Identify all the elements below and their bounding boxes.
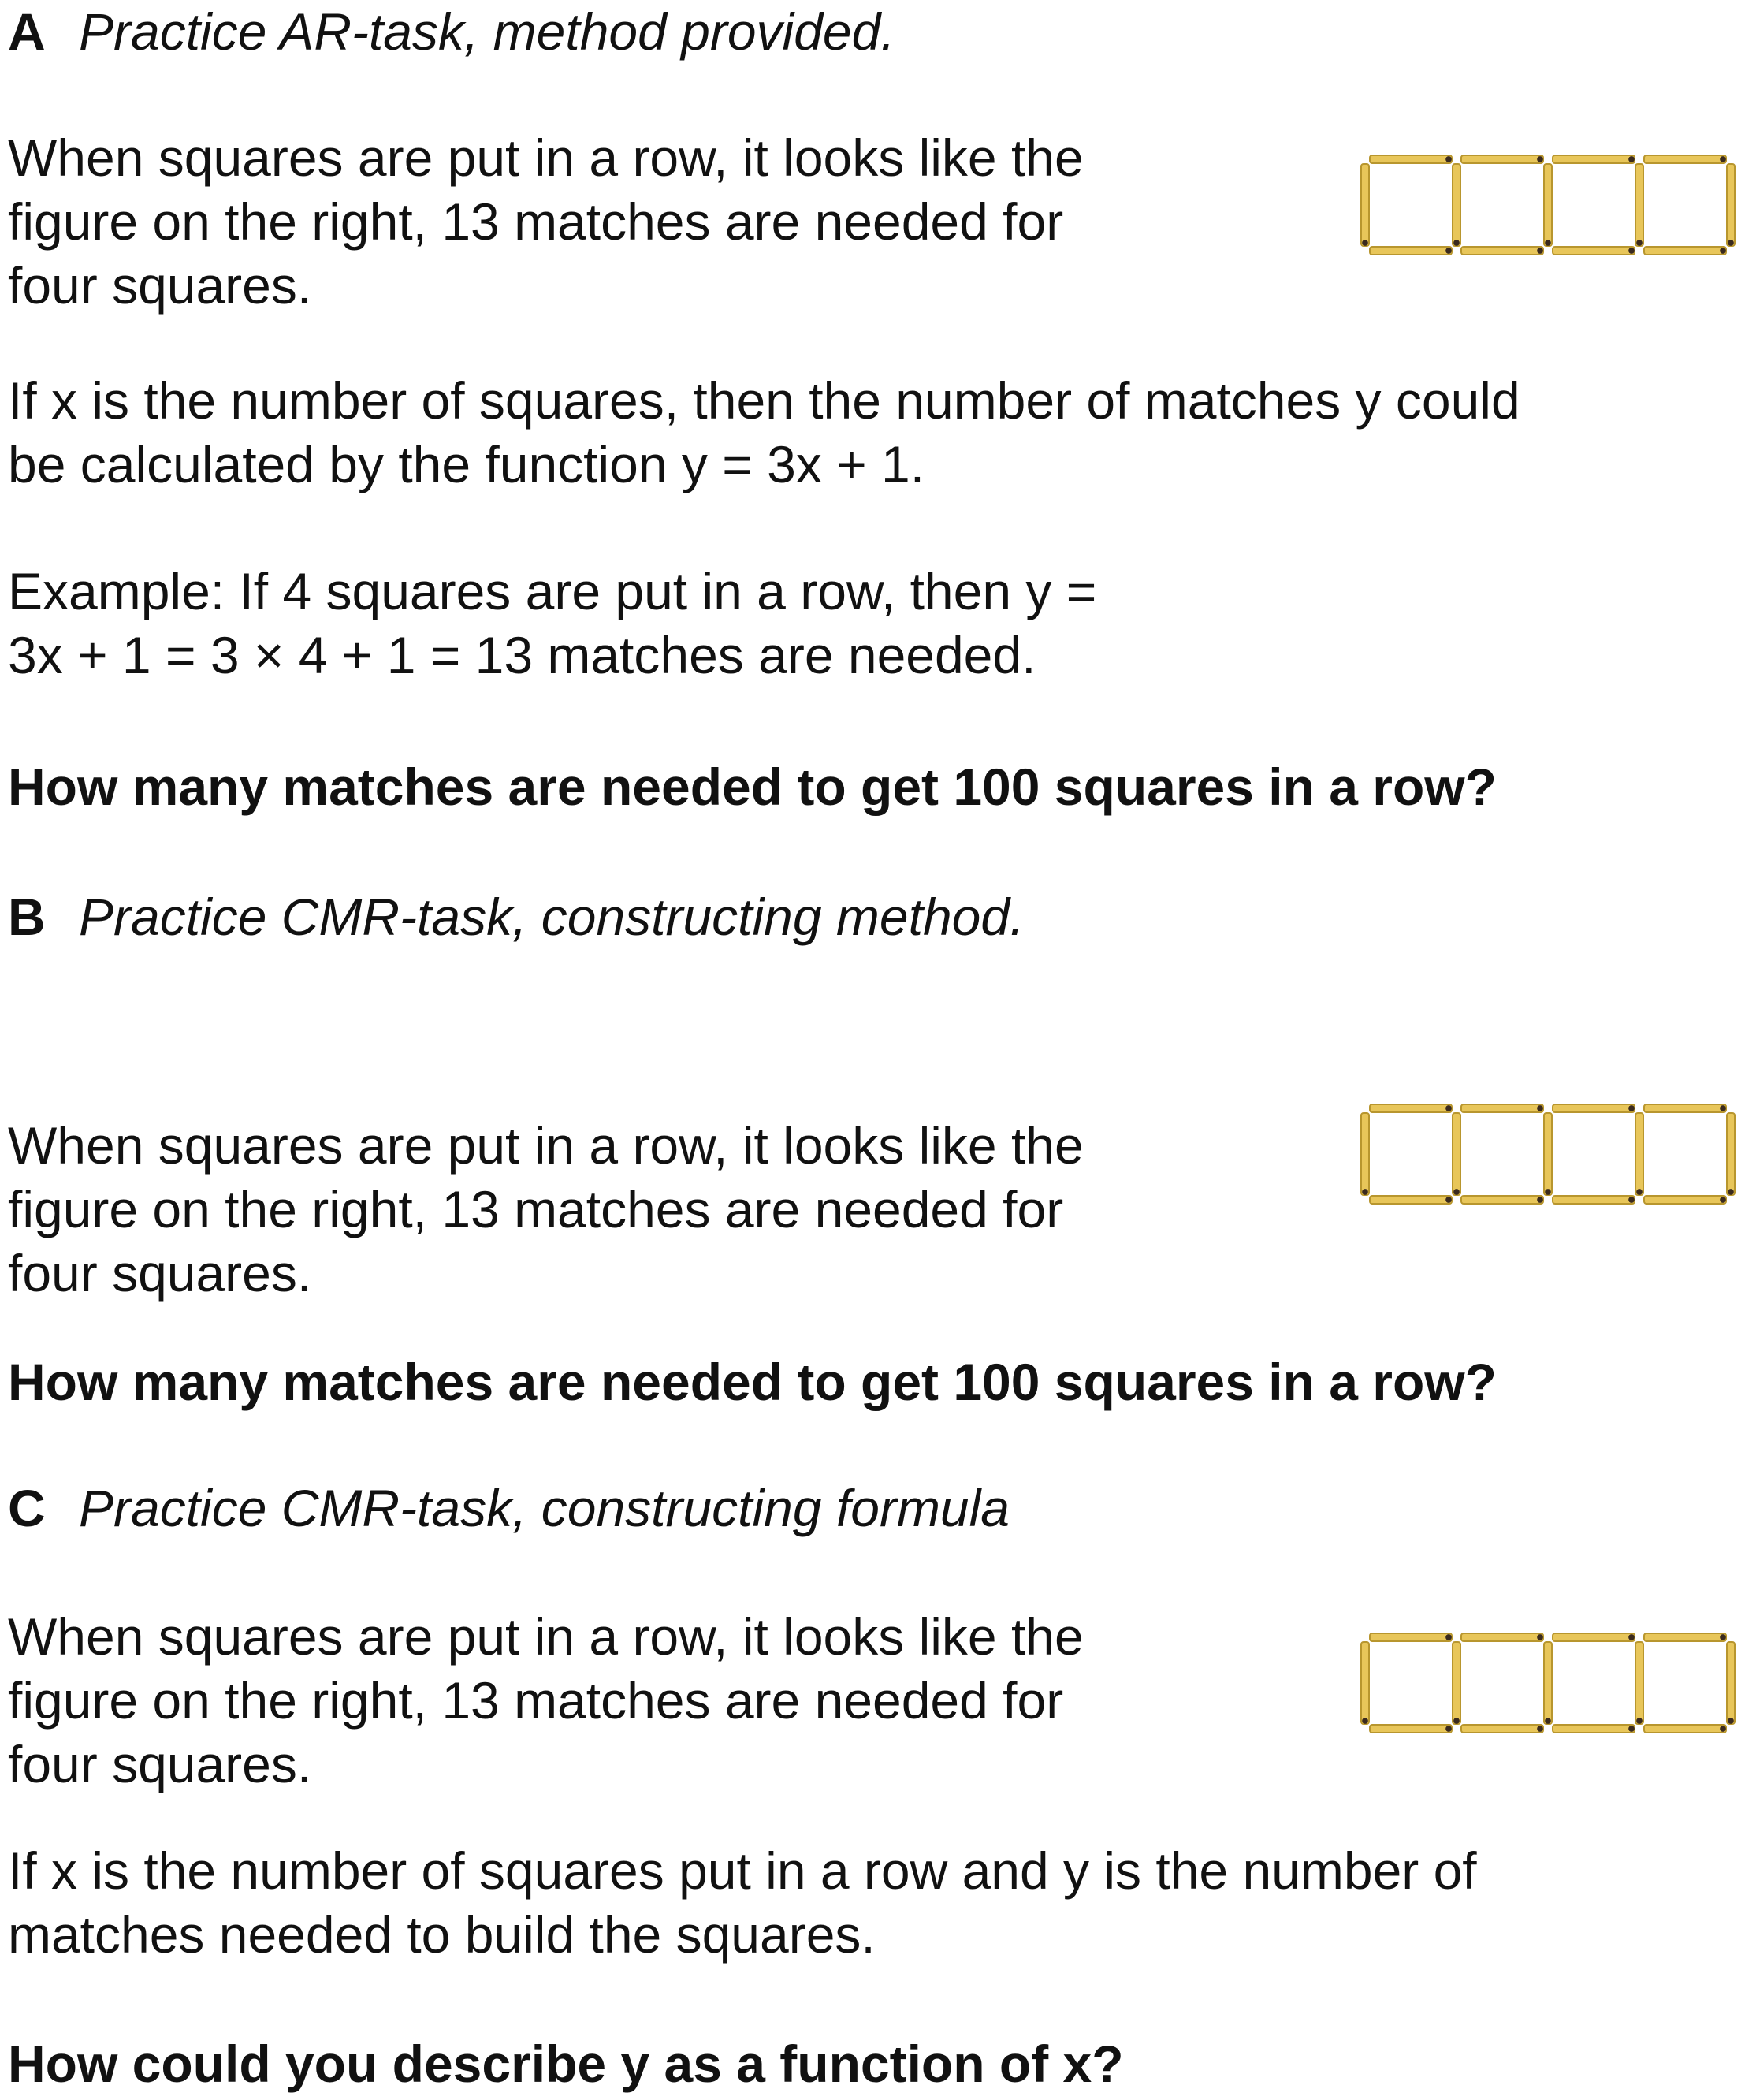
matchstick	[1544, 164, 1552, 246]
function-line: If x is the number of squares, then the number of matches y could	[8, 371, 1520, 430]
intro-line: four squares.	[8, 1735, 312, 1793]
function-line: be calculated by the function y = 3x + 1.	[8, 435, 925, 493]
matchstick	[1370, 1104, 1452, 1112]
matchstick	[1461, 1196, 1543, 1204]
matchstick	[1644, 247, 1726, 255]
section-a-function	[8, 369, 1520, 497]
matchstick	[1453, 164, 1460, 246]
section-b-header	[8, 885, 1024, 949]
matchstick	[1644, 155, 1726, 163]
section-letter: A	[8, 2, 46, 61]
intro-line: figure on the right, 13 matches are needed for	[8, 1671, 1064, 1730]
matchstick-figure	[1354, 1097, 1740, 1208]
matchstick	[1644, 1196, 1726, 1204]
section-c-question: How could you describe y as a function of x?	[8, 2035, 1124, 2093]
matchstick	[1370, 247, 1452, 255]
matchstick-figure	[1354, 148, 1740, 259]
matchstick	[1553, 1196, 1635, 1204]
matchstick	[1553, 1725, 1635, 1733]
intro-line: figure on the right, 13 matches are needed for	[8, 1180, 1064, 1238]
example-line: 3x + 1 = 3 × 4 + 1 = 13 matches are needed.	[8, 626, 1036, 684]
matchstick	[1370, 1725, 1452, 1733]
section-b-intro	[8, 1114, 1084, 1305]
section-a-question: How many matches are needed to get 100 squares in a row?	[8, 758, 1497, 816]
matchstick	[1727, 1642, 1735, 1724]
matchstick	[1553, 1633, 1635, 1641]
section-a-intro	[8, 126, 1084, 318]
matchstick	[1461, 1633, 1543, 1641]
matchstick	[1635, 1642, 1643, 1724]
section-title: Practice AR-task, method provided.	[79, 2, 895, 61]
section-c-definition	[8, 1839, 1477, 1967]
matchstick	[1461, 1104, 1543, 1112]
section-title: Practice CMR-task, constructing method.	[79, 888, 1025, 946]
matchstick	[1453, 1113, 1460, 1195]
matchstick	[1461, 1725, 1543, 1733]
definition-line: matches needed to build the squares.	[8, 1905, 876, 1964]
section-c-intro	[8, 1605, 1084, 1797]
matchstick	[1361, 1642, 1369, 1724]
intro-line: four squares.	[8, 256, 312, 315]
matchstick	[1461, 247, 1543, 255]
example-line: Example: If 4 squares are put in a row, then y =	[8, 562, 1097, 620]
matchstick	[1644, 1633, 1726, 1641]
section-c-header	[8, 1476, 1010, 1540]
definition-line: If x is the number of squares put in a row and y is the number of	[8, 1841, 1477, 1900]
matchstick	[1370, 1196, 1452, 1204]
matchstick	[1727, 164, 1735, 246]
matchstick-figure	[1354, 1626, 1740, 1737]
section-a-header	[8, 0, 895, 64]
intro-line: four squares.	[8, 1244, 312, 1302]
matchstick	[1361, 1113, 1369, 1195]
matchstick	[1361, 164, 1369, 246]
intro-line: When squares are put in a row, it looks like the	[8, 128, 1084, 187]
matchstick	[1370, 1633, 1452, 1641]
matchstick	[1635, 164, 1643, 246]
section-letter: B	[8, 888, 46, 946]
matchstick	[1553, 247, 1635, 255]
matchstick	[1644, 1104, 1726, 1112]
matchstick	[1553, 1104, 1635, 1112]
matchstick	[1453, 1642, 1460, 1724]
section-letter: C	[8, 1479, 46, 1537]
intro-line: figure on the right, 13 matches are needed for	[8, 192, 1064, 251]
matchstick	[1370, 155, 1452, 163]
matchstick	[1635, 1113, 1643, 1195]
intro-line: When squares are put in a row, it looks like the	[8, 1116, 1084, 1175]
section-a-example	[8, 560, 1096, 687]
matchstick	[1544, 1113, 1552, 1195]
section-title: Practice CMR-task, constructing formula	[79, 1479, 1010, 1537]
section-b-question: How many matches are needed to get 100 squares in a row?	[8, 1353, 1497, 1411]
intro-line: When squares are put in a row, it looks like the	[8, 1607, 1084, 1666]
matchstick	[1461, 155, 1543, 163]
matchstick	[1553, 155, 1635, 163]
matchstick	[1544, 1642, 1552, 1724]
matchstick	[1727, 1113, 1735, 1195]
matchstick	[1644, 1725, 1726, 1733]
